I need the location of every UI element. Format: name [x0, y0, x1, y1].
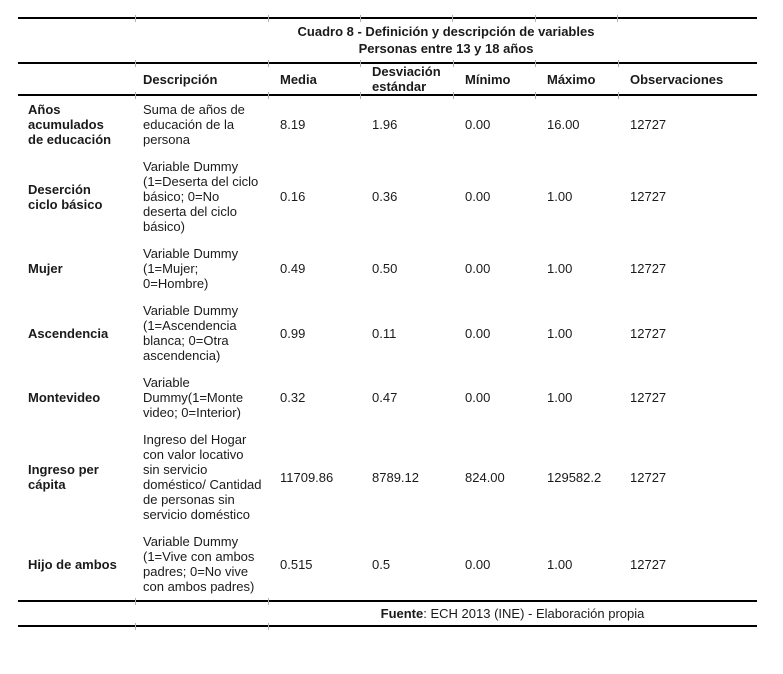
- desviacion-value: 0.36: [372, 189, 398, 204]
- column-header-variable: [18, 63, 135, 95]
- observaciones-value: 12727: [630, 117, 667, 132]
- variable-name: Años acumulados de educación: [28, 102, 112, 147]
- minimo-value: 0.00: [465, 390, 491, 405]
- source-row-spacer: [135, 601, 268, 626]
- column-header-minimo: Mínimo: [453, 63, 535, 95]
- table-row: [18, 240, 757, 297]
- table-row: [18, 153, 757, 240]
- observaciones-value: 12727: [630, 469, 667, 485]
- observaciones-value: 12727: [630, 390, 667, 405]
- source-label: Fuente: [380, 606, 424, 621]
- minimo-value: 0.00: [465, 117, 491, 132]
- table-row: [18, 528, 757, 601]
- media-value: 0.32: [280, 390, 306, 405]
- variables-table: [18, 62, 757, 627]
- column-grid-tick: [535, 15, 536, 22]
- column-grid-tick: [617, 15, 618, 22]
- minimo-value: 824.00: [465, 469, 505, 485]
- table-row: [18, 426, 757, 528]
- column-header-descripcion: Descripción: [135, 63, 268, 95]
- table-row: [18, 95, 757, 153]
- desviacion-value: 8789.12: [372, 469, 419, 485]
- variable-description: Suma de años de educación de la persona: [143, 102, 245, 147]
- minimo-value: 0.00: [465, 189, 491, 204]
- media-value: 0.49: [280, 261, 306, 276]
- column-header-observaciones: Observaciones: [618, 63, 757, 95]
- column-header-desviacion: Desviación estándar: [360, 63, 453, 95]
- variable-name: Ingreso per cápita: [28, 462, 99, 492]
- variable-description: Variable Dummy (1=Mujer; 0=Hombre): [143, 246, 239, 291]
- variable-description: Variable Dummy(1=Monte video; 0=Interior): [143, 375, 244, 420]
- maximo-value: 1.00: [547, 325, 573, 341]
- variable-name: Hijo de ambos: [28, 556, 117, 572]
- desviacion-value: 1.96: [372, 117, 398, 132]
- column-grid-tick: [135, 15, 136, 22]
- table-title: [18, 19, 757, 62]
- table-title-line2: Personas entre 13 y 18 años: [358, 41, 534, 56]
- column-grid-tick: [452, 15, 453, 22]
- table-row: [18, 297, 757, 369]
- desviacion-value: 0.50: [372, 261, 398, 276]
- maximo-value: 1.00: [547, 390, 573, 405]
- maximo-value: 129582.2: [547, 469, 602, 485]
- media-value: 8.19: [280, 117, 306, 132]
- source-row: [18, 601, 757, 626]
- column-grid-tick: [360, 15, 361, 22]
- source-row-spacer: [18, 601, 135, 626]
- header-row: [18, 63, 757, 95]
- table-title-line1: Cuadro 8 - Definición y descripción de variables: [297, 24, 595, 39]
- minimo-value: 0.00: [465, 325, 491, 341]
- maximo-value: 1.00: [547, 556, 573, 572]
- maximo-value: 1.00: [547, 261, 573, 276]
- source-note: [268, 601, 757, 626]
- media-value: 0.16: [280, 189, 306, 204]
- observaciones-value: 12727: [630, 556, 667, 572]
- observaciones-value: 12727: [630, 325, 667, 341]
- desviacion-value: 0.47: [372, 390, 398, 405]
- variable-description: Variable Dummy (1=Deserta del ciclo básico; 0=No deserta del ciclo básico): [143, 159, 259, 234]
- maximo-value: 16.00: [547, 117, 580, 132]
- statistics-table: [18, 17, 757, 627]
- media-value: 0.99: [280, 325, 306, 341]
- table-row: [18, 369, 757, 426]
- media-value: 0.515: [280, 556, 313, 572]
- observaciones-value: 12727: [630, 261, 667, 276]
- column-header-maximo: Máximo: [535, 63, 618, 95]
- variable-description: Ingreso del Hogar con valor locativo sin servicio doméstico/ Cantidad de personas sin servicio doméstico: [143, 432, 262, 522]
- variable-name: Deserción ciclo básico: [28, 181, 103, 212]
- maximo-value: 1.00: [547, 189, 573, 204]
- variable-description: Variable Dummy (1=Ascendencia blanca; 0=Otra ascendencia): [143, 303, 239, 363]
- variable-name: Mujer: [28, 261, 63, 276]
- column-header-media: Media: [268, 63, 360, 95]
- source-text: : ECH 2013 (INE) - Elaboración propia: [423, 606, 645, 621]
- desviacion-value: 0.5: [372, 556, 391, 572]
- minimo-value: 0.00: [465, 261, 491, 276]
- column-grid-tick: [268, 15, 269, 22]
- media-value: 11709.86: [280, 469, 334, 485]
- observaciones-value: 12727: [630, 189, 667, 204]
- variable-description: Variable Dummy (1=Vive con ambos padres; 0=No vive con ambos padres): [143, 534, 255, 594]
- minimo-value: 0.00: [465, 556, 491, 572]
- top-rule: [18, 17, 757, 19]
- variable-name: Ascendencia: [28, 325, 109, 341]
- desviacion-value: 0.11: [372, 325, 397, 341]
- variable-name: Montevideo: [28, 390, 101, 405]
